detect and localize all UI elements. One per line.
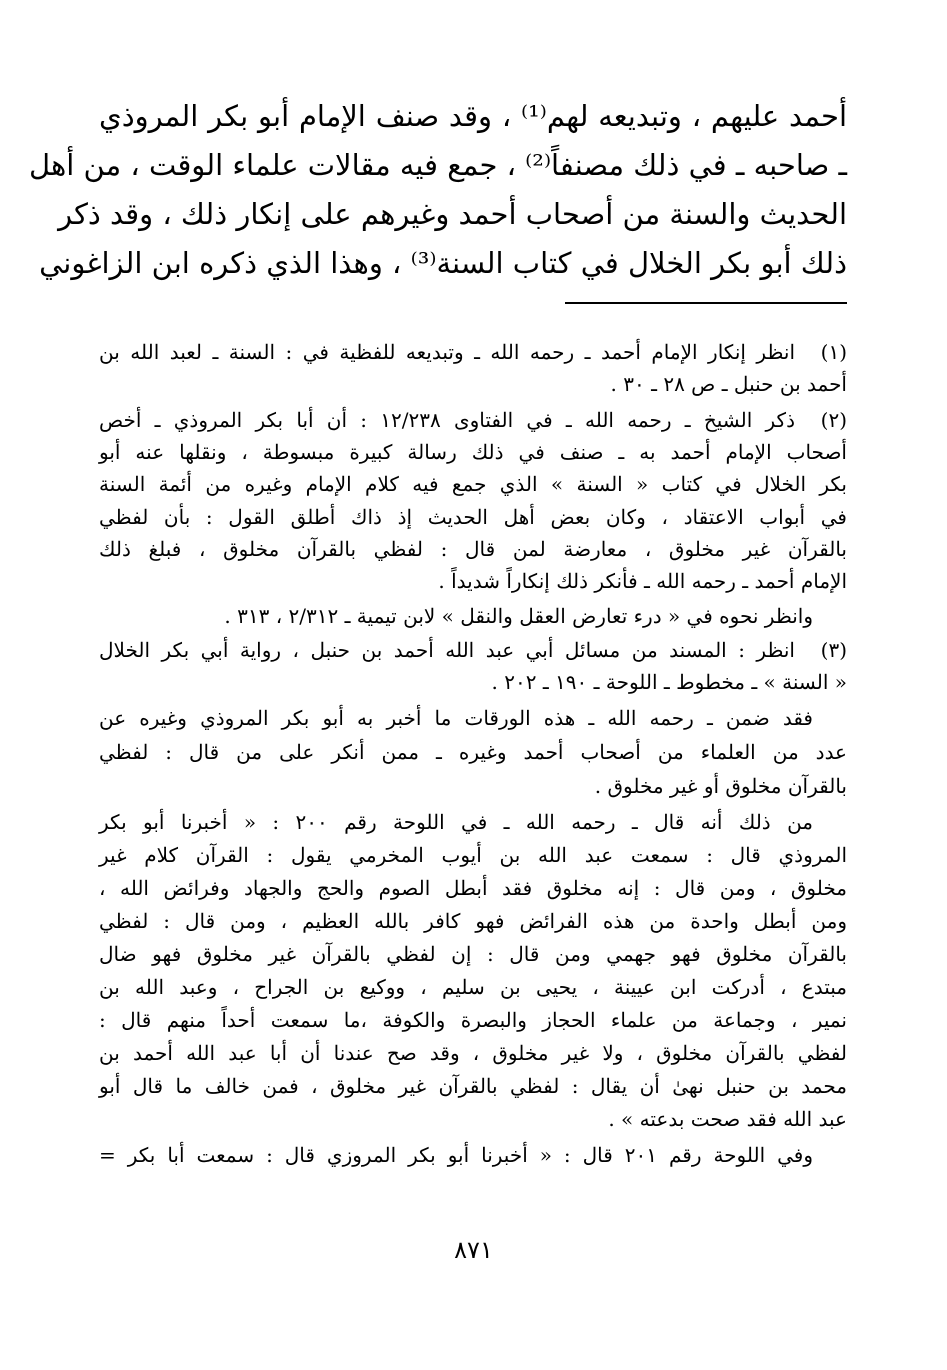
footnote-line: وانظر نحوه في « درء تعارض العقل والنقل » لابن تيمية ـ ٢/٣١٢ ، ٣١٣ . <box>224 604 813 628</box>
footnote-number: (٢) <box>820 408 847 432</box>
footnote-line: من ذلك أنه قال ـ رحمه الله ـ في اللوحة رقم ٢٠٠ : « أخبرنا أبو بكر <box>99 810 814 834</box>
footnote-line: مبتدع ، أدركت ابن عيينة ، يحيى بن سليم ، ووكيع بن الجراح ، وعبد الله بن <box>99 975 847 999</box>
page-number: ٨٧١ <box>454 1236 493 1264</box>
footnote-line: انظر إنكار الإمام أحمد ـ رحمه الله ـ وتبديعه للفظية في : السنة ـ لعبد الله بن <box>99 340 795 364</box>
footnote-line: الإمام أحمد ـ رحمه الله ـ فأنكر ذلك إنكاراً شديداً . <box>438 569 847 593</box>
footnote-line: بالقرآن غير مخلوق ، معارضة لمن قال : لفظي بالقرآن مخلوق ، فبلغ ذلك <box>99 537 847 561</box>
footnote-line: « السنة » ـ مخطوط ـ اللوحة ـ ١٩٠ ـ ٢٠٢ . <box>491 670 847 694</box>
main-text-block <box>29 92 848 288</box>
footnote-line: في أبواب الاعتقاد ، وكان بعض أهل الحديث إذ ذاك أطلق القول : بأن لفظي <box>99 505 847 529</box>
footnote-line: مخلوق ، ومن قال : إنه مخلوق فقد أبطل الصوم والحج والجهاد وفرائض الله ، <box>99 876 847 900</box>
main-text-line: الحديث والسنة من أصحاب أحمد وغيرهم على إنكار ذلك ، وقد ذكر <box>58 197 847 231</box>
footnote-line: ذكر الشيخ ـ رحمه الله ـ في الفتاوى ١٢/٢٣٨ : أن أبا بكر المروذي ـ أخص <box>99 408 795 432</box>
main-text-line: أحمد عليهم ، وتبديعه لهم⁽¹⁾ ، وقد صنف الإمام أبو بكر المروذي <box>99 99 848 133</box>
footnote-line: بالقرآن مخلوق أو غير مخلوق . <box>594 774 847 798</box>
footnote-line: بالقرآن مخلوق فهو جهمي ومن قال : إن لفظي بالقرآن غير مخلوق فهو ضال <box>99 942 847 966</box>
footnote-number: (١) <box>820 340 847 364</box>
footnote-line: وفي اللوحة رقم ٢٠١ قال : « أخبرنا أبو بكر المروزي قال : سمعت أبا بكر = <box>99 1143 813 1167</box>
footnote-line: لفظي بالقرآن مخلوق ، ولا غير مخلوق ، وقد صح عندنا أن أبا عبد الله أحمد بن <box>99 1041 847 1065</box>
footnote-line: انظر : المسند من مسائل أبي عبد الله أحمد بن حنبل ، رواية أبي بكر الخلال <box>99 638 795 662</box>
footnote-line: عدد من العلماء من أصحاب أحمد وغيره ـ ممن أنكر على من قال : لفظي <box>99 740 847 764</box>
footnote-line: عبد الله فقد صحت بدعته » . <box>608 1107 847 1131</box>
footnote-line: نمير ، وجماعة من علماء الحجاز والبصرة والكوفة ،ما سمعت أحداً منهم قال : <box>99 1008 847 1032</box>
footnote-line: بكر الخلال في كتاب « السنة » الذي جمع فيه كلام الإمام وغيره من أئمة السنة <box>99 472 847 496</box>
footnote-line: فقد ضمن ـ رحمه الله ـ هذه الورقات ما أخبر به أبو بكر المروذي وغيره عن <box>99 706 813 730</box>
main-text-line: ـ صاحبه ـ في ذلك مصنفاً⁽²⁾ ، جمع فيه مقالات علماء الوقت ، من أهل <box>29 148 847 182</box>
footnote-line: أحمد بن حنبل ـ ص ٢٨ ـ ٣٠ . <box>610 372 847 396</box>
footnote-line: أصحاب الإمام أحمد به ـ صنف في ذلك رسالة كبيرة مبسوطة ، ونقلها عنه أبو <box>99 440 847 464</box>
main-text-line: ذلك أبو بكر الخلال في كتاب السنة⁽³⁾ ، وهذا الذي ذكره ابن الزاغوني <box>39 246 847 280</box>
footnote-line: المروذي قال : سمعت عبد الله بن أيوب المخرمي يقول : القرآن كلام غير <box>99 843 847 867</box>
footnote-line: محمد بن حنبل نهىٰ أن يقال : لفظي بالقرآن غير مخلوق ، فمن خالف ما قال أبو <box>99 1074 847 1098</box>
footnote-separator <box>565 302 847 304</box>
footnote-line: ومن أبطل واحدة من هذه الفرائض فهو كافر بالله العظيم ، ومن قال : لفظي <box>99 909 847 933</box>
footnote-number: (٣) <box>820 638 847 662</box>
